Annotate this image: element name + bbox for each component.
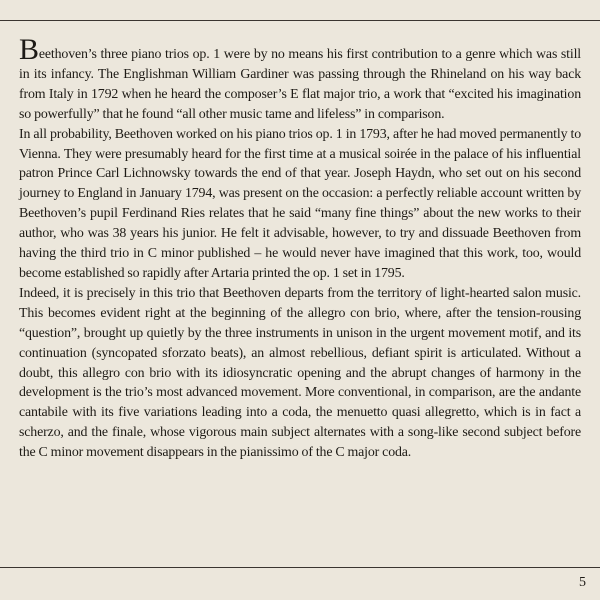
paragraph [19, 33, 581, 125]
bottom-rule [0, 567, 600, 568]
paragraph-text: Indeed, it is precisely in this trio that Beethoven departs from the territory of light-hearted salon music. This becomes evident right at the beginning of the allegro con brio, where, after the tension-rousing “question”, brought up quietly by the three instruments in unison in the urgent movement motif, and its continuation (syncopated sforzato beats), an almost rebellious, defiant spirit is articulated. Without a doubt, this allegro con brio with its idiosyncratic opening and the abrupt changes of harmony in the development is the trio’s most advanced movement. More conventional, in comparison, are the andante cantabile with its five variations leading into a coda, the menuetto quasi allegretto, which is in fact a scherzo, and the finale, whose vigorous main subject alternates with a song-like second subject before the C minor movement disappears in the pianissimo of the C major coda. [19, 285, 581, 461]
paragraph [19, 284, 581, 463]
paragraph [19, 125, 581, 284]
paragraph-text: In all probability, Beethoven worked on his piano trios op. 1 in 1793, after he had moved permanently to Vienna. They were presumably heard for the first time at a musical soirée in the palace of his influential patron Prince Carl Lichnowsky towards the end of that year. Joseph Haydn, who set out on his second journey to England in January 1794, was present on the occasion: a perfectly reliable account written by Beethoven’s pupil Ferdinand Ries relates that he said “many fine things” about the new works to their author, who was 38 years his junior. He felt it advisable, however, to try and dissuade Beethoven from having the third trio in C minor published – he would never have imagined that this work, too, would become established so rapidly after Artaria printed the op. 1 set in 1795. [19, 126, 581, 281]
paragraph-text: eethoven’s three piano trios op. 1 were by no means his first contribution to a genre which was still in its infancy. The Englishman William Gardiner was passing through the Rhineland on his way back from Italy in 1792 when he heard the composer’s E flat major trio, a work that “excited his imagination so powerfully” that he found “all other music tame and lifeless” in comparison. [19, 47, 581, 122]
page-number: 5 [579, 575, 586, 590]
top-rule [0, 20, 600, 21]
body-text [19, 33, 581, 463]
drop-cap: B [19, 33, 39, 66]
